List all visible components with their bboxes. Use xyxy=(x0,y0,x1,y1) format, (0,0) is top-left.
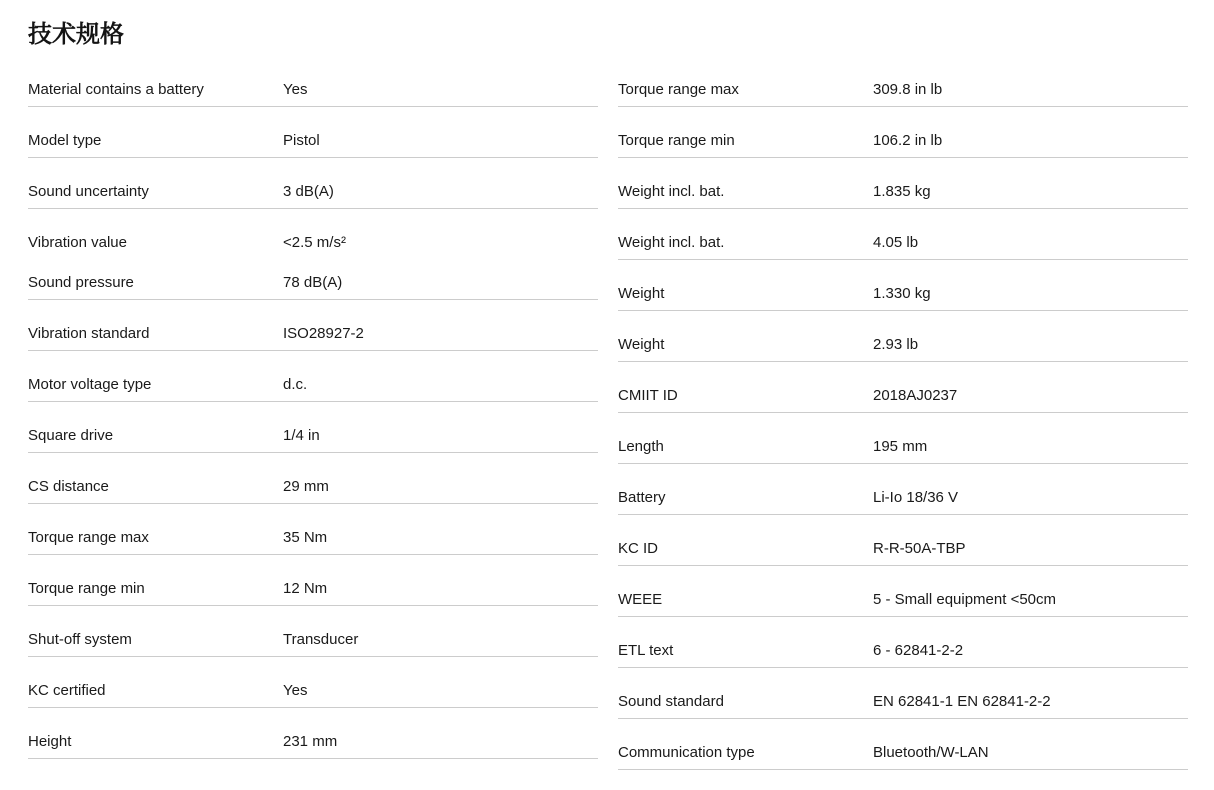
spec-row xyxy=(618,107,1188,158)
spec-row xyxy=(28,555,598,606)
spec-entry xyxy=(618,489,1188,506)
spec-row xyxy=(28,504,598,555)
spec-label: Square drive xyxy=(28,427,114,444)
spec-entry xyxy=(618,81,1188,98)
spec-row xyxy=(618,56,1188,107)
spec-row xyxy=(28,453,598,504)
spec-row xyxy=(28,56,598,107)
spec-row xyxy=(28,708,598,759)
spec-value: <2.5 m/s² xyxy=(283,234,346,251)
spec-column-left xyxy=(28,56,598,759)
spec-value: Pistol xyxy=(283,132,320,149)
spec-label: Shut-off system xyxy=(28,631,132,648)
spec-entry xyxy=(28,234,598,251)
spec-row xyxy=(618,209,1188,260)
spec-label: CMIIT ID xyxy=(618,387,678,404)
spec-entry xyxy=(28,580,598,597)
spec-value: 231 mm xyxy=(283,733,338,750)
spec-row xyxy=(618,413,1188,464)
spec-row xyxy=(618,158,1188,209)
spec-value: 4.05 lb xyxy=(873,234,919,251)
spec-entry xyxy=(28,682,598,699)
spec-entry xyxy=(28,631,598,648)
spec-column-right xyxy=(618,56,1188,770)
spec-row xyxy=(618,311,1188,362)
spec-value: Bluetooth/W-LAN xyxy=(873,744,989,761)
spec-label: Communication type xyxy=(618,744,755,761)
spec-entry xyxy=(28,733,598,750)
spec-value: EN 62841-1 EN 62841-2-2 xyxy=(873,693,1051,710)
spec-value: d.c. xyxy=(283,376,308,393)
spec-value: 106.2 in lb xyxy=(873,132,943,149)
spec-entry xyxy=(618,132,1188,149)
spec-value: Transducer xyxy=(283,631,359,648)
spec-value: 2018AJ0237 xyxy=(873,387,958,404)
spec-row xyxy=(28,107,598,158)
spec-entry xyxy=(28,529,598,546)
spec-value: 29 mm xyxy=(283,478,329,495)
spec-entry xyxy=(28,478,598,495)
spec-label: Length xyxy=(618,438,664,455)
spec-value: Li-Io 18/36 V xyxy=(873,489,959,506)
spec-entry xyxy=(28,183,598,200)
spec-label: Sound uncertainty xyxy=(28,183,149,200)
spec-value: 1.835 kg xyxy=(873,183,931,200)
spec-row xyxy=(28,402,598,453)
spec-row xyxy=(28,209,598,300)
spec-label: ETL text xyxy=(618,642,674,659)
spec-label: Weight xyxy=(618,285,665,302)
spec-label: Sound standard xyxy=(618,693,724,710)
spec-label: KC ID xyxy=(618,540,659,557)
spec-entry xyxy=(618,438,1188,455)
spec-entry xyxy=(618,387,1188,404)
spec-row xyxy=(618,362,1188,413)
tech-specs-page xyxy=(0,20,1214,770)
spec-entry xyxy=(28,274,598,291)
spec-label: Weight incl. bat. xyxy=(618,183,725,200)
spec-label: Torque range min xyxy=(618,132,735,149)
spec-label: Sound pressure xyxy=(28,274,134,291)
spec-entry xyxy=(28,325,598,342)
spec-label: Weight incl. bat. xyxy=(618,234,725,251)
spec-entry xyxy=(618,744,1188,761)
spec-value: 3 dB(A) xyxy=(283,183,334,200)
page-title: 技术规格 xyxy=(28,21,124,48)
spec-entry xyxy=(618,642,1188,659)
spec-entry xyxy=(618,336,1188,353)
spec-value: Yes xyxy=(283,682,308,699)
spec-label: KC certified xyxy=(28,682,106,699)
spec-row xyxy=(28,657,598,708)
spec-label: Torque range min xyxy=(28,580,145,597)
spec-row xyxy=(28,300,598,351)
spec-label: Model type xyxy=(28,132,102,149)
spec-label: Vibration value xyxy=(28,234,127,251)
spec-value: 35 Nm xyxy=(283,529,328,546)
spec-value: 78 dB(A) xyxy=(283,274,343,291)
spec-value: 6 - 62841-2-2 xyxy=(873,642,964,659)
spec-value: 12 Nm xyxy=(283,580,328,597)
spec-entry xyxy=(28,81,598,98)
spec-entry xyxy=(618,540,1188,557)
spec-row xyxy=(618,566,1188,617)
spec-value: 5 - Small equipment <50cm xyxy=(873,591,1057,608)
spec-entry xyxy=(618,234,1188,251)
spec-label: Motor voltage type xyxy=(28,376,152,393)
spec-entry xyxy=(28,376,598,393)
spec-row xyxy=(28,606,598,657)
spec-value: 195 mm xyxy=(873,438,928,455)
spec-entry xyxy=(28,132,598,149)
spec-label: Weight xyxy=(618,336,665,353)
spec-value: 309.8 in lb xyxy=(873,81,943,98)
spec-row xyxy=(28,351,598,402)
spec-columns xyxy=(28,56,1188,770)
spec-entry xyxy=(618,591,1188,608)
spec-value: 1/4 in xyxy=(283,427,320,444)
spec-label: WEEE xyxy=(618,591,663,608)
spec-row xyxy=(618,464,1188,515)
spec-label: CS distance xyxy=(28,478,109,495)
spec-label: Height xyxy=(28,733,72,750)
spec-label: Vibration standard xyxy=(28,325,150,342)
spec-label: Torque range max xyxy=(618,81,739,98)
spec-row xyxy=(618,515,1188,566)
spec-entry xyxy=(618,183,1188,200)
spec-row xyxy=(618,617,1188,668)
spec-value: Yes xyxy=(283,81,308,98)
spec-entry xyxy=(618,285,1188,302)
spec-label: Battery xyxy=(618,489,666,506)
spec-value: 2.93 lb xyxy=(873,336,919,353)
spec-entry xyxy=(28,427,598,444)
spec-label: Material contains a battery xyxy=(28,81,204,98)
spec-row xyxy=(28,158,598,209)
spec-value: ISO28927-2 xyxy=(283,325,364,342)
spec-label: Torque range max xyxy=(28,529,149,546)
spec-row xyxy=(618,719,1188,770)
spec-row xyxy=(618,668,1188,719)
spec-row xyxy=(618,260,1188,311)
spec-entry xyxy=(618,693,1188,710)
spec-value: 1.330 kg xyxy=(873,285,931,302)
spec-value: R-R-50A-TBP xyxy=(873,540,966,557)
